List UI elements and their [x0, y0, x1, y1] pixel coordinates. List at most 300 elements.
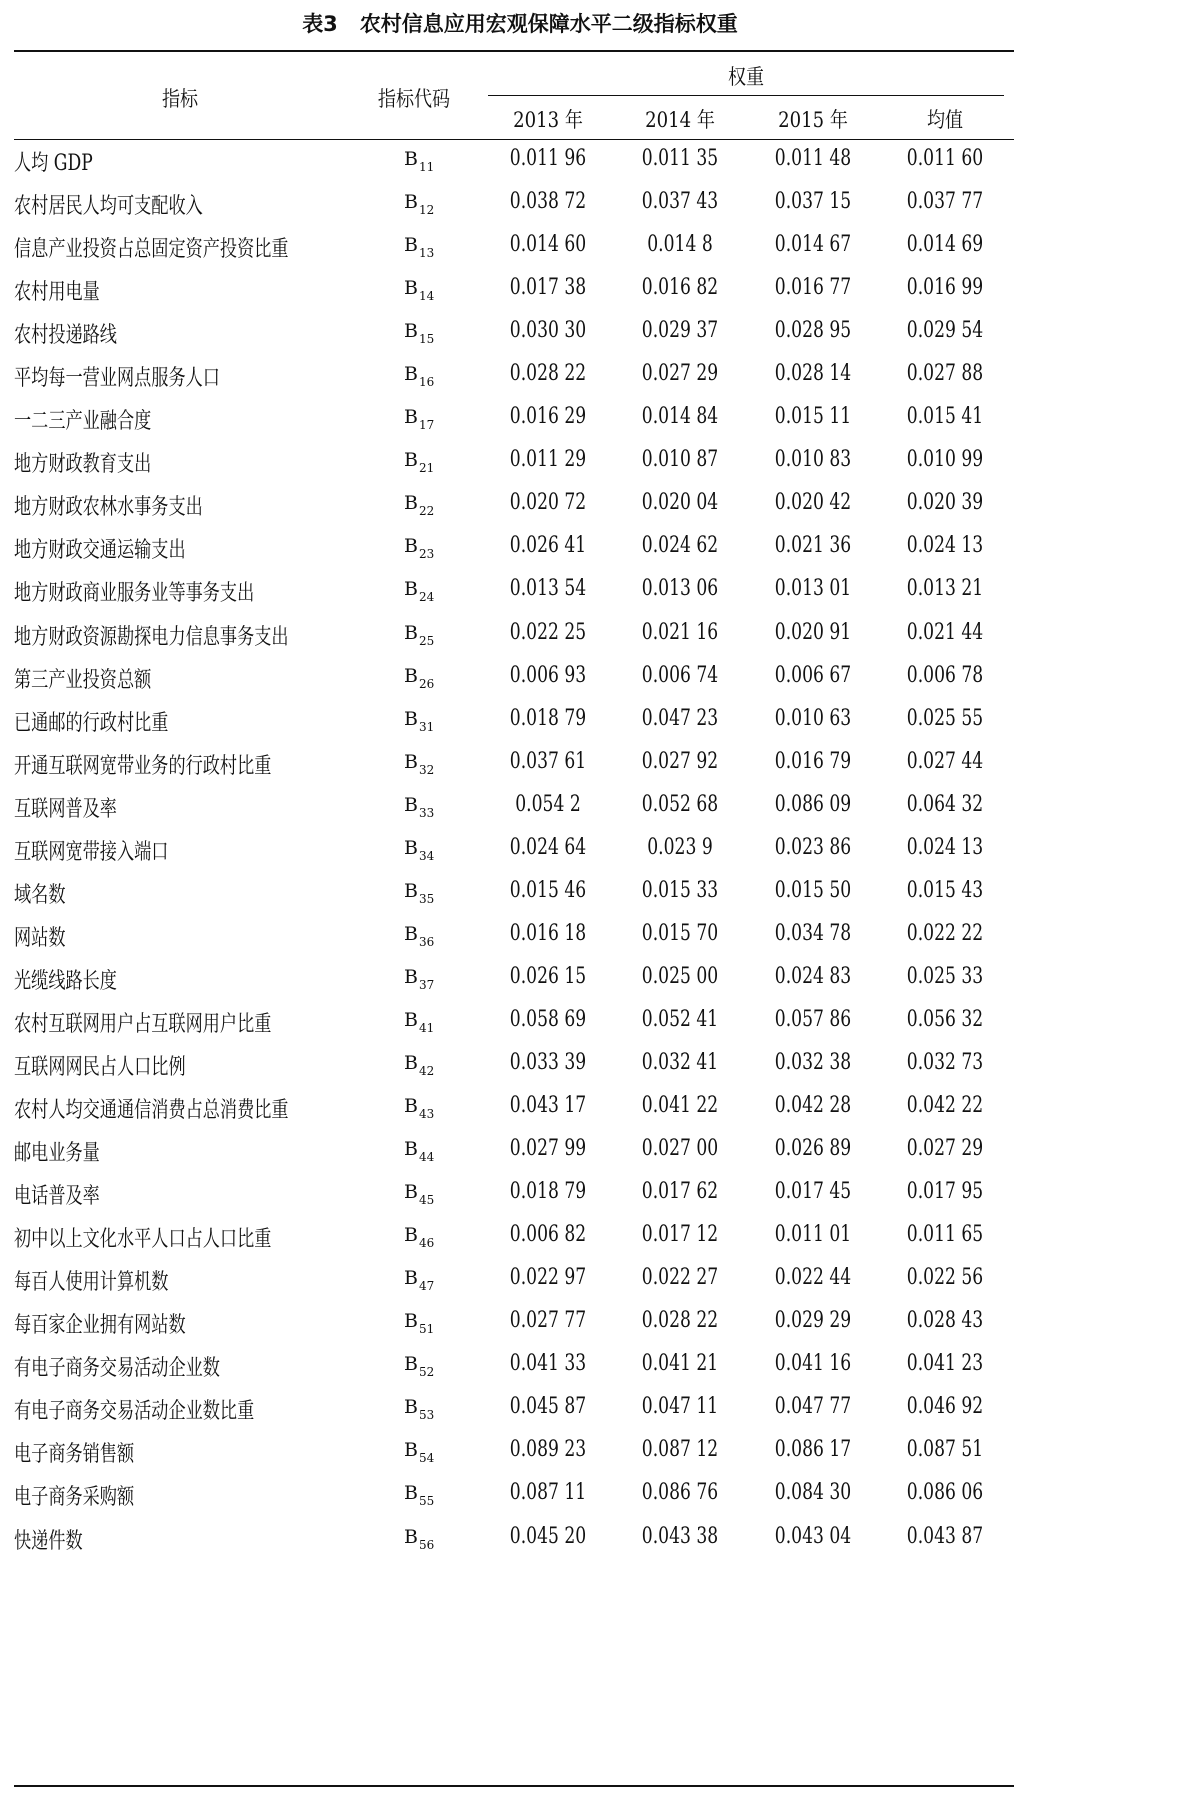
code-subscript: 17	[418, 418, 435, 433]
header-2013: 2013 年	[513, 108, 583, 132]
code-subscript: 56	[418, 1537, 435, 1552]
code-subscript: 26	[418, 676, 435, 691]
weight-mean: 0.022 22	[906, 920, 984, 946]
indicator-name: 地方财政资源勘探电力信息事务支出	[14, 624, 289, 650]
weight-2014: 0.017 62	[641, 1179, 719, 1205]
indicator-name: 邮电业务量	[14, 1141, 100, 1167]
indicator-code	[404, 1267, 435, 1294]
table-row	[0, 1344, 1040, 1387]
code-subscript: 33	[418, 805, 435, 820]
weight-mean: 0.086 06	[906, 1480, 984, 1506]
weight-2015: 0.023 86	[774, 834, 852, 860]
weight-2015: 0.011 48	[774, 146, 852, 171]
weight-2015: 0.026 89	[774, 1136, 852, 1162]
indicator-name: 一二三产业融合度	[14, 409, 152, 435]
code-subscript: 24	[418, 590, 435, 605]
weight-2015: 0.084 30	[774, 1480, 852, 1506]
table-row	[0, 656, 1040, 699]
code-subscript: 35	[418, 891, 435, 906]
code-letter: B	[404, 363, 418, 386]
weight-2015: 0.016 79	[774, 748, 852, 774]
indicator-name: 光缆线路长度	[14, 968, 117, 994]
code-subscript: 14	[418, 289, 435, 304]
indicator-name: 地方财政商业服务业等事务支出	[14, 581, 255, 607]
weight-2013: 0.026 41	[509, 533, 587, 559]
table-title: 农村信息应用宏观保障水平二级指标权重	[359, 12, 738, 36]
weight-2015: 0.020 42	[774, 490, 852, 516]
code-letter: B	[404, 1525, 418, 1548]
weight-2013: 0.014 60	[509, 232, 587, 258]
weight-mean: 0.017 95	[906, 1179, 984, 1205]
indicator-code	[404, 406, 435, 433]
code-subscript: 55	[418, 1494, 435, 1509]
weight-2013: 0.027 77	[509, 1308, 587, 1334]
indicator-code	[404, 750, 435, 777]
weight-2014: 0.023 9	[647, 834, 713, 860]
indicator-code	[404, 1482, 435, 1509]
table-row	[0, 483, 1040, 526]
code-subscript: 25	[418, 633, 435, 648]
code-letter: B	[404, 1439, 418, 1462]
table-row	[0, 397, 1040, 440]
indicator-code	[404, 793, 435, 820]
weight-mean: 0.037 77	[906, 189, 984, 215]
code-subscript: 13	[418, 246, 435, 261]
weight-2015: 0.028 95	[774, 318, 852, 344]
weight-2015: 0.020 91	[774, 619, 852, 645]
weight-2013: 0.026 15	[509, 963, 587, 989]
weight-2014: 0.043 38	[641, 1523, 719, 1549]
weight-2015: 0.022 44	[774, 1265, 852, 1291]
code-letter: B	[404, 750, 418, 773]
weight-2013: 0.037 61	[509, 748, 587, 774]
weight-2013: 0.017 38	[509, 275, 587, 301]
weight-mean: 0.011 65	[906, 1222, 984, 1248]
indicator-name: 每百人使用计算机数	[14, 1270, 169, 1296]
weight-2014: 0.011 35	[641, 146, 719, 171]
weight-2015: 0.043 04	[774, 1523, 852, 1549]
weight-2015: 0.014 67	[774, 232, 852, 258]
weight-2014: 0.032 41	[641, 1049, 719, 1075]
code-subscript: 16	[418, 375, 435, 390]
code-subscript: 21	[418, 461, 435, 476]
weight-2015: 0.086 09	[774, 791, 852, 817]
indicator-code	[404, 234, 435, 261]
indicator-code	[404, 1310, 435, 1337]
weight-2013: 0.016 29	[509, 404, 587, 430]
code-letter: B	[404, 1051, 418, 1074]
weight-2013: 0.022 25	[509, 619, 587, 645]
table-row	[0, 311, 1040, 354]
bottom-rule	[14, 1785, 1014, 1787]
indicator-code	[404, 492, 435, 519]
weight-2013: 0.018 79	[509, 705, 587, 731]
code-letter: B	[404, 1482, 418, 1505]
weight-mean: 0.013 21	[906, 576, 984, 602]
weight-mean: 0.029 54	[906, 318, 984, 344]
indicator-name: 有电子商务交易活动企业数	[14, 1356, 220, 1382]
table-row	[0, 526, 1040, 569]
indicator-name: 互联网普及率	[14, 796, 117, 822]
table-row	[0, 1473, 1040, 1516]
code-subscript: 23	[418, 547, 435, 562]
indicator-name: 快递件数	[14, 1528, 83, 1554]
weight-2015: 0.010 83	[774, 447, 852, 473]
weight-2013: 0.033 39	[509, 1049, 587, 1075]
indicator-name: 互联网网民占人口比例	[14, 1054, 186, 1080]
code-subscript: 46	[418, 1236, 435, 1251]
weight-2014: 0.037 43	[641, 189, 719, 215]
weight-2013: 0.045 20	[509, 1523, 587, 1549]
weight-2013: 0.015 46	[509, 877, 587, 903]
weight-2014: 0.022 27	[641, 1265, 719, 1291]
indicator-name: 已通邮的行政村比重	[14, 710, 169, 736]
code-subscript: 11	[418, 160, 435, 174]
weight-2015: 0.015 50	[774, 877, 852, 903]
weight-2013: 0.011 96	[509, 146, 587, 171]
weight-2015: 0.032 38	[774, 1049, 852, 1075]
table-row	[0, 182, 1040, 225]
weight-2013: 0.054 2	[515, 791, 581, 817]
code-letter: B	[404, 1267, 418, 1290]
weight-2014: 0.021 16	[641, 619, 719, 645]
indicator-name: 地方财政交通运输支出	[14, 538, 186, 564]
table-row	[0, 699, 1040, 742]
weight-2014: 0.047 23	[641, 705, 719, 731]
code-subscript: 44	[418, 1150, 435, 1165]
header-indicator: 指标	[161, 87, 199, 111]
weight-2014: 0.013 06	[641, 576, 719, 602]
code-letter: B	[404, 922, 418, 945]
header-avg: 均值	[926, 108, 964, 132]
table-row	[0, 1215, 1040, 1258]
table-row	[0, 1387, 1040, 1430]
code-subscript: 45	[418, 1193, 435, 1208]
weight-2014: 0.014 84	[641, 404, 719, 430]
indicator-code	[404, 449, 435, 476]
weight-2013: 0.013 54	[509, 576, 587, 602]
weight-2014: 0.027 92	[641, 748, 719, 774]
code-letter: B	[404, 148, 418, 170]
code-subscript: 37	[418, 977, 435, 992]
weight-mean: 0.016 99	[906, 275, 984, 301]
table-row	[0, 1043, 1040, 1086]
indicator-name: 电子商务销售额	[14, 1442, 135, 1468]
table-row	[0, 139, 1040, 182]
weight-mean: 0.022 56	[906, 1265, 984, 1291]
weight-2015: 0.034 78	[774, 920, 852, 946]
table-row	[0, 1301, 1040, 1344]
code-subscript: 54	[418, 1451, 435, 1466]
header-code: 指标代码	[377, 87, 451, 111]
weight-mean: 0.042 22	[906, 1093, 984, 1119]
table-row	[0, 785, 1040, 828]
weight-mean: 0.015 43	[906, 877, 984, 903]
table-row	[0, 354, 1040, 397]
table-row	[0, 1517, 1040, 1560]
weight-2015: 0.006 67	[774, 662, 852, 688]
weight-2013: 0.038 72	[509, 189, 587, 215]
weight-2015: 0.028 14	[774, 361, 852, 387]
weight-2015: 0.016 77	[774, 275, 852, 301]
weight-2014: 0.010 87	[641, 447, 719, 473]
indicator-name: 电话普及率	[14, 1184, 100, 1210]
weight-2014: 0.052 41	[641, 1006, 719, 1032]
indicator-name: 人均 GDP	[14, 151, 93, 176]
code-subscript: 47	[418, 1279, 435, 1294]
header-weight: 权重	[727, 65, 765, 89]
weight-mean: 0.006 78	[906, 662, 984, 688]
table-row	[0, 225, 1040, 268]
weight-2013: 0.041 33	[509, 1351, 587, 1377]
weight-2013: 0.043 17	[509, 1093, 587, 1119]
weight-mean: 0.011 60	[906, 146, 984, 171]
top-rule	[14, 50, 1014, 52]
weight-2015: 0.010 63	[774, 705, 852, 731]
weight-2014: 0.006 74	[641, 662, 719, 688]
indicator-name: 农村用电量	[14, 280, 100, 306]
table-number: 表3	[302, 12, 338, 36]
weight-2014: 0.015 70	[641, 920, 719, 946]
weight-2014: 0.027 29	[641, 361, 719, 387]
indicator-name: 平均每一营业网点服务人口	[14, 366, 220, 392]
indicator-code	[404, 1138, 435, 1165]
weight-2014: 0.029 37	[641, 318, 719, 344]
code-letter: B	[404, 879, 418, 902]
code-letter: B	[404, 1095, 418, 1118]
code-letter: B	[404, 707, 418, 730]
weight-mean: 0.024 13	[906, 834, 984, 860]
code-subscript: 52	[418, 1365, 435, 1380]
indicator-code	[404, 1396, 435, 1423]
weight-mean: 0.010 99	[906, 447, 984, 473]
weight-mean: 0.025 33	[906, 963, 984, 989]
indicator-code	[404, 578, 435, 605]
table-row	[0, 613, 1040, 656]
table-row	[0, 742, 1040, 785]
weight-mean: 0.027 88	[906, 361, 984, 387]
weight-2015: 0.017 45	[774, 1179, 852, 1205]
indicator-code	[404, 320, 435, 347]
weight-2013: 0.030 30	[509, 318, 587, 344]
table-row	[0, 569, 1040, 612]
weight-2015: 0.011 01	[774, 1222, 852, 1248]
indicator-name: 农村互联网用户占互联网用户比重	[14, 1011, 272, 1037]
weight-2013: 0.016 18	[509, 920, 587, 946]
weight-2013: 0.011 29	[509, 447, 587, 473]
weight-2014: 0.024 62	[641, 533, 719, 559]
weight-mean: 0.024 13	[906, 533, 984, 559]
weight-2013: 0.020 72	[509, 490, 587, 516]
weight-2014: 0.017 12	[641, 1222, 719, 1248]
weight-2014: 0.014 8	[647, 232, 713, 258]
table-row	[0, 828, 1040, 871]
weight-2014: 0.025 00	[641, 963, 719, 989]
code-letter: B	[404, 277, 418, 300]
weight-2013: 0.087 11	[509, 1480, 587, 1506]
weight-2014: 0.052 68	[641, 791, 719, 817]
code-letter: B	[404, 234, 418, 257]
code-letter: B	[404, 965, 418, 988]
weight-mean: 0.020 39	[906, 490, 984, 516]
indicator-name: 第三产业投资总额	[14, 667, 152, 693]
weight-mean: 0.032 73	[906, 1049, 984, 1075]
header-2015: 2015 年	[778, 108, 848, 132]
weight-2015: 0.047 77	[774, 1394, 852, 1420]
indicator-code	[404, 707, 435, 734]
table-row	[0, 1258, 1040, 1301]
code-letter: B	[404, 1008, 418, 1031]
table-row	[0, 914, 1040, 957]
indicator-code	[404, 836, 435, 863]
weight-2015: 0.024 83	[774, 963, 852, 989]
weight-2014: 0.086 76	[641, 1480, 719, 1506]
indicator-name: 地方财政教育支出	[14, 452, 152, 478]
indicator-name: 初中以上文化水平人口占人口比重	[14, 1227, 272, 1253]
weight-2013: 0.018 79	[509, 1179, 587, 1205]
weight-2015: 0.086 17	[774, 1437, 852, 1463]
indicator-name: 农村投递路线	[14, 323, 117, 349]
code-letter: B	[404, 793, 418, 816]
weight-mean: 0.028 43	[906, 1308, 984, 1334]
indicator-name: 网站数	[14, 925, 66, 951]
code-letter: B	[404, 1224, 418, 1247]
weight-2013: 0.022 97	[509, 1265, 587, 1291]
indicator-name: 农村居民人均可支配收入	[14, 194, 203, 220]
indicator-code	[404, 191, 435, 218]
indicator-code	[404, 621, 435, 648]
code-subscript: 34	[418, 848, 435, 863]
indicator-code	[404, 1051, 435, 1078]
weight-2015: 0.015 11	[774, 404, 852, 430]
table-row	[0, 440, 1040, 483]
weight-subrule	[488, 95, 1004, 96]
indicator-code	[404, 1525, 435, 1552]
code-subscript: 32	[418, 762, 435, 777]
table-row	[0, 1086, 1040, 1129]
code-letter: B	[404, 664, 418, 687]
indicator-code	[404, 965, 435, 992]
code-letter: B	[404, 836, 418, 859]
table-caption	[0, 8, 1040, 38]
code-letter: B	[404, 1353, 418, 1376]
weight-2014: 0.015 33	[641, 877, 719, 903]
table-row	[0, 957, 1040, 1000]
code-letter: B	[404, 621, 418, 644]
header-2014: 2014 年	[645, 108, 715, 132]
weight-mean: 0.014 69	[906, 232, 984, 258]
indicator-name: 开通互联网宽带业务的行政村比重	[14, 753, 272, 779]
indicator-name: 信息产业投资占总固定资产投资比重	[14, 237, 289, 263]
indicator-name: 互联网宽带接入端口	[14, 839, 169, 865]
code-letter: B	[404, 1396, 418, 1419]
weight-mean: 0.025 55	[906, 705, 984, 731]
weight-2013: 0.006 82	[509, 1222, 587, 1248]
indicator-code	[404, 1439, 435, 1466]
weight-mean: 0.046 92	[906, 1394, 984, 1420]
weight-2013: 0.089 23	[509, 1437, 587, 1463]
indicator-code	[404, 1181, 435, 1208]
code-letter: B	[404, 320, 418, 343]
code-letter: B	[404, 406, 418, 429]
weight-mean: 0.027 29	[906, 1136, 984, 1162]
indicator-name: 每百家企业拥有网站数	[14, 1313, 186, 1339]
weight-2015: 0.042 28	[774, 1093, 852, 1119]
code-letter: B	[404, 449, 418, 472]
weight-2014: 0.016 82	[641, 275, 719, 301]
table-row	[0, 268, 1040, 311]
indicator-code	[404, 879, 435, 906]
table-row	[0, 871, 1040, 914]
table-body	[0, 139, 1040, 1560]
code-letter: B	[404, 191, 418, 214]
table-row	[0, 1172, 1040, 1215]
weight-2015: 0.037 15	[774, 189, 852, 215]
weight-mean: 0.027 44	[906, 748, 984, 774]
code-subscript: 15	[418, 332, 435, 347]
indicator-code	[404, 664, 435, 691]
weight-2013: 0.027 99	[509, 1136, 587, 1162]
indicator-code	[404, 535, 435, 562]
table-row	[0, 1129, 1040, 1172]
indicator-name: 农村人均交通通信消费占总消费比重	[14, 1098, 289, 1124]
weight-mean: 0.041 23	[906, 1351, 984, 1377]
code-letter: B	[404, 1138, 418, 1161]
code-subscript: 31	[418, 719, 435, 734]
code-subscript: 53	[418, 1408, 435, 1423]
indicator-name: 地方财政农林水事务支出	[14, 495, 203, 521]
table-row	[0, 1430, 1040, 1473]
weight-2015: 0.021 36	[774, 533, 852, 559]
code-subscript: 43	[418, 1107, 435, 1122]
weight-2014: 0.020 04	[641, 490, 719, 516]
code-letter: B	[404, 1181, 418, 1204]
indicator-code	[404, 277, 435, 304]
code-subscript: 36	[418, 934, 435, 949]
weight-2013: 0.028 22	[509, 361, 587, 387]
code-subscript: 22	[418, 504, 435, 519]
weight-2013: 0.006 93	[509, 662, 587, 688]
weight-2014: 0.041 21	[641, 1351, 719, 1377]
code-letter: B	[404, 535, 418, 558]
weight-2015: 0.029 29	[774, 1308, 852, 1334]
indicator-code	[404, 1224, 435, 1251]
weight-2014: 0.027 00	[641, 1136, 719, 1162]
table-row	[0, 1000, 1040, 1043]
code-letter: B	[404, 492, 418, 515]
code-subscript: 41	[418, 1020, 435, 1035]
code-letter: B	[404, 1310, 418, 1333]
code-subscript: 12	[418, 203, 435, 218]
indicator-code	[404, 1008, 435, 1035]
weight-2015: 0.013 01	[774, 576, 852, 602]
code-subscript: 51	[418, 1322, 435, 1337]
indicator-code	[404, 148, 435, 174]
indicator-code	[404, 922, 435, 949]
weight-mean: 0.056 32	[906, 1006, 984, 1032]
weight-mean: 0.021 44	[906, 619, 984, 645]
indicator-name: 有电子商务交易活动企业数比重	[14, 1399, 255, 1425]
weight-2014: 0.047 11	[641, 1394, 719, 1420]
weight-2014: 0.087 12	[641, 1437, 719, 1463]
weight-2014: 0.041 22	[641, 1093, 719, 1119]
weight-2013: 0.024 64	[509, 834, 587, 860]
weight-mean: 0.064 32	[906, 791, 984, 817]
indicator-code	[404, 1095, 435, 1122]
weight-2014: 0.028 22	[641, 1308, 719, 1334]
weight-mean: 0.043 87	[906, 1523, 984, 1549]
weight-2015: 0.057 86	[774, 1006, 852, 1032]
